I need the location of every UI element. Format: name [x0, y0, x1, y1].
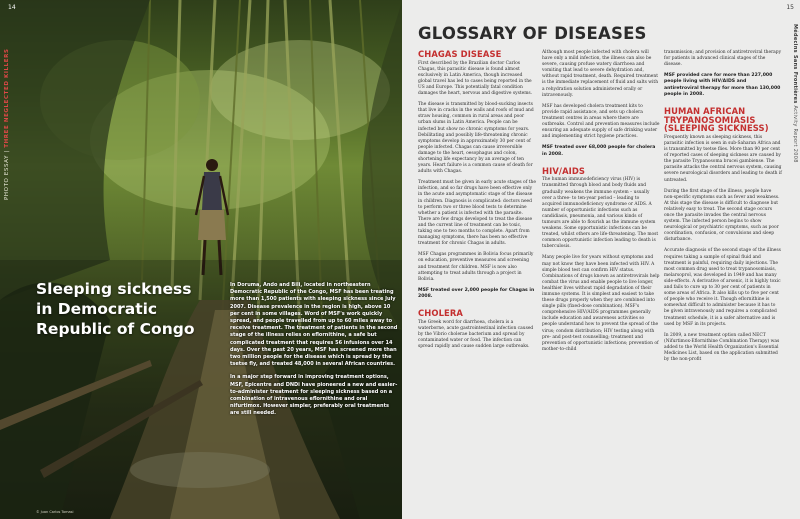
cholera-stat: MSF treated over 68,000 people for cholera in 2008.: [542, 145, 656, 157]
hat-paragraph: During the first stage of the illness, people have non-specific symptoms such as fever and weakness. At this stage the disease is difficult to diagnose but relatively easy to treat. The second stage occurs once the parasite invades the central nervous system. The infected person begins to show neurological or psychiatric symptoms, such as poor coordination, confusion, or convulsions and sleep disturbance.: [664, 188, 780, 243]
hat-paragraph: Frequently known as sleeping sickness, this parasitic infection is seen in sub-Saharan Africa and is transmitted by tsetse flies. More than 90 per cent of reported cases of sleeping sickness are caused by the parasite Trypanosoma brucei gambiense. The parasite attacks the central nervous system, causing severe neurological disorders and leading to death if untreated.: [664, 134, 782, 183]
chagas-stat: MSF treated over 2,000 people for Chagas in 2008.: [418, 287, 535, 299]
publication-label: [788, 24, 798, 174]
hat-heading: HUMAN AFRICAN TRYPANOSOMIASIS (SLEEPING SICKNESS): [664, 106, 769, 134]
section-label: PHOTO ESSAY | THREE NEGLECTED KILLERS: [4, 48, 10, 200]
hat-paragraph: Accurate diagnosis of the second stage of the illness requires taking a sample of spinal fluid and treatment is painful, requiring daily injections. The most common drug used to treat trypanosomiasis, melarsoprol, was developed in 1949 and has many side-effects. A derivative of arsenic, it is highly toxic and fails to cure up to 30 per cent of patients in some areas of Africa. It also kills up to five per cent of people who receive it. Though eflornithine is somewhat difficult to administer because it has to be given intravenously and requires a complicated treatment schedule, it is a safer alternative and is used by MSF in its projects.: [664, 248, 781, 327]
page-number-right: 15: [786, 4, 794, 11]
hiv-paragraph: transmission; and provision of antiretroviral therapy for patients in advanced clinical stages of the disease.: [664, 50, 782, 68]
chagas-paragraph: MSF Chagas programmes in Bolivia focus primarily on education, preventive measures and screening and treatment for children. MSF is now also attempting to treat adults through a project in Bolivia.: [418, 252, 534, 282]
glossary-column-3: [664, 50, 782, 368]
section-label-accent: THREE NEGLECTED KILLERS: [4, 48, 10, 148]
chagas-paragraph: First described by the Brazilian doctor Carlos Chagas, this parasitic disease is found almost exclusively in Latin America, though increased global travel has led to cases being reported in the US and Europe. This potentially fatal condition damages the heart, nervous and digestive systems.: [418, 60, 533, 97]
intro-paragraph: In Doruma, Ando and Bili, located in northeastern Democratic Republic of the Congo, MSF has been treating more than 1,500 patients with sleeping sickness since July 2007. Disease prevalence in the region is high, above 10 per cent in some villages. Word of MSF's work quickly spread, and people travelled from up to 60 miles away to receive treatment. The treatment of patients in the second stage of the illness relies on eflornithine, a safe but complicated treatment that requires 56 infusions over 14 days. Over the past 20 years, MSF has screened more than two million people for the disease which is spread by the tsetse fly, and treated 48,000 in several African countries.: [230, 282, 398, 368]
cholera-paragraph: The Greek word for diarrhoea, cholera is a waterborne, acute gastrointestinal infection caused by the Vibrio cholerae bacterium and spread by contaminated water or food. The infection can spread rapidly and cause sudden large outbreaks.: [418, 319, 534, 350]
glossary-title: GLOSSARY OF DISEASES: [418, 24, 647, 43]
hat-paragraph: In 2009, a new treatment option called NECT (Nifurtimox-Eflornithine Combination Therapy) was added to the World Health Organization's Essential Medicines List, based on the application submitted by the non-profit: [664, 332, 780, 363]
cholera-heading: CHOLERA: [418, 308, 463, 319]
glossary-page: [402, 0, 800, 519]
cholera-paragraph: Although most people infected with cholera will have only a mild infection, the illness can also be severe, causing profuse watery diarrhoea and vomiting that lead to severe dehydration and, without rapid treatment, death. Required treatment is the immediate replacement of fluid and salts with a rehydration solution administered orally or intravenously.: [542, 50, 659, 98]
cholera-paragraph: MSF has developed cholera treatment kits to provide rapid assistance, and sets up cholera treatment centres in areas where there are outbreaks. Control and prevention measures include ensuring an adequate supply of safe drinking water and implementing strict hygiene practices.: [542, 103, 660, 140]
photo-credit: © Juan Carlos Tomasi: [36, 510, 74, 514]
hiv-heading: HIV/AIDS: [542, 165, 586, 176]
intro-paragraph: In a major step forward in improving treatment options, MSF, Epicentre and DNDi have pioneered a new and easier-to-administer treatment for sleeping sickness based on a combination of intravenous eflornithine and oral nifurtimox. However simpler, preferably oral treatments are still needed.: [230, 374, 398, 417]
chagas-paragraph: Treatment must be given in early acute stages of the infection, and so far drugs have been effective only in the acute and asymptomatic stage of the disease in children. Diagnosis is complicated: doctors need to perform two or three blood tests to determine whether a patient is infected with the parasite. There are few drugs developed to treat the disease and the current line of treatment can be toxic, taking one to two months to complete. Apart from managing symptoms, there has been no effective treatment for chronic Chagas in adults.: [418, 180, 536, 247]
photo-essay-title: Sleeping sickness in Democratic Republic of Congo: [36, 280, 195, 338]
page-number-left: 14: [8, 4, 16, 11]
glossary-column-1: [418, 50, 536, 355]
glossary-column-2: [542, 50, 660, 358]
hiv-paragraph: The human immunodeficiency virus (HIV) is transmitted through blood and body fluids and gradually weakens the immune system – usually over a three- to ten-year period – leading to acquired immunodeficiency syndrome or AIDS. A number of opportunistic infections such as candidiasis, pneumonia, and various kinds of tumours are able to flourish as the immune system weakens. Some opportunistic infections can be treated, whilst others are life-threatening. The most common opportunistic infection leading to death is tuberculosis.: [542, 177, 659, 250]
chagas-paragraph: The disease is transmitted by blood-sucking insects that live in cracks in the walls and roofs of mud and straw housing, common in rural areas and poor urban slums in Latin America. People can be infected but show no chronic symptoms for years. Debilitating and possibly life-threatening chronic symptoms develop in approximately 30 per cent of people infected. Chagas can cause irreversible damage to the heart, oesophagus and colon, shortening life expectancy by an average of ten years. Heart failure is a common cause of death for adults with Chagas.: [418, 102, 534, 175]
chagas-heading: CHAGAS DISEASE: [418, 49, 502, 59]
hiv-paragraph: Many people live for years without symptoms and may not know they have been infected with HIV. A simple blood test can confirm HIV status. Combinations of drugs known as antiretrovirals help combat the virus and enable people to live longer, healthier lives without rapid degradation of their immune systems. It is simplest and easiest to take these drugs properly when they are combined into single pills (fixed-dose combination). MSF's comprehensive HIV/AIDS programmes generally include education and awareness activities so people understand how to prevent the spread of the virus; condom distribution; HIV testing along with pre- and post-test counselling; treatment and prevention of opportunistic infections; prevention of mother-to-child: [542, 255, 660, 352]
publication-name: Médecins Sans Frontières: [792, 24, 798, 104]
hiv-stat: MSF provided care for more than 227,000 people living with HIV/AIDS and antiretroviral therapy for more than 130,000 people in 2008.: [664, 73, 781, 97]
publication-subtitle: Activity Report 2008: [792, 105, 798, 163]
photo-essay-intro: [230, 282, 398, 424]
section-label-prefix: PHOTO ESSAY: [4, 154, 10, 200]
